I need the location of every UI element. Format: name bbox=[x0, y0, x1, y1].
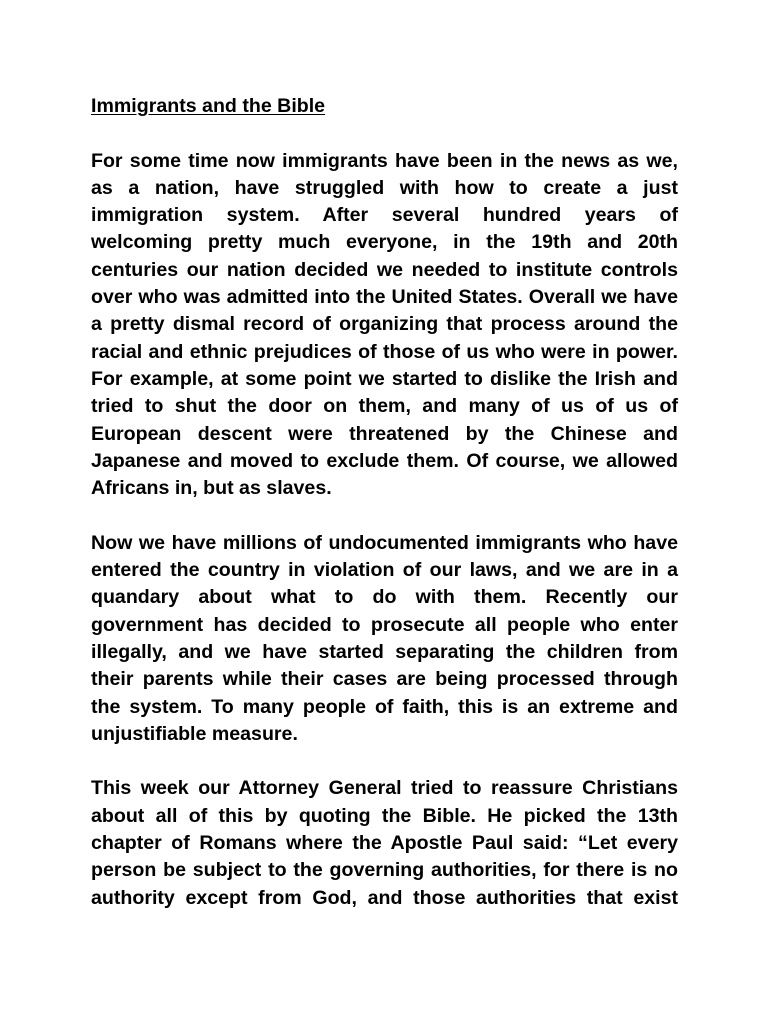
text-line: Africans in, but as slaves. bbox=[91, 477, 332, 500]
text-line: unjustifiable measure. bbox=[91, 722, 298, 745]
text-line: the system. To many people of faith, this is an extreme and bbox=[91, 695, 678, 718]
paragraph-1 bbox=[91, 148, 678, 503]
text-line: entered the country in violation of our laws, and we are in a bbox=[91, 559, 678, 582]
text-line: This week our Attorney General tried to reassure Christians bbox=[91, 777, 678, 800]
text-line: as a nation, have struggled with how to create a just bbox=[91, 176, 678, 199]
text-line: European descent were threatened by the Chinese and bbox=[91, 422, 678, 445]
text-line: chapter of Romans where the Apostle Paul said: “Let every bbox=[91, 832, 678, 855]
text-line: tried to shut the door on them, and many of us of us of bbox=[91, 395, 678, 418]
text-line: a pretty dismal record of organizing that process around the bbox=[91, 313, 678, 336]
text-line: Japanese and moved to exclude them. Of course, we allowed bbox=[91, 449, 678, 472]
text-line: welcoming pretty much everyone, in the 19th and 20th bbox=[91, 231, 678, 254]
text-line: centuries our nation decided we needed to institute controls bbox=[91, 258, 678, 281]
text-line: illegally, and we have started separating the children from bbox=[91, 640, 678, 663]
text-line: their parents while their cases are being processed through bbox=[91, 668, 678, 691]
text-line: racial and ethnic prejudices of those of us who were in power. bbox=[91, 340, 678, 363]
text-line: immigration system. After several hundred years of bbox=[91, 204, 678, 227]
text-line: person be subject to the governing authorities, for there is no bbox=[91, 859, 678, 882]
paragraph-3 bbox=[91, 775, 678, 911]
text-line: authority except from God, and those authorities that exist bbox=[91, 886, 678, 909]
text-line: over who was admitted into the United States. Overall we have bbox=[91, 286, 678, 309]
text-line: quandary about what to do with them. Recently our bbox=[91, 586, 678, 609]
paragraph-2 bbox=[91, 530, 678, 748]
text-line: For example, at some point we started to dislike the Irish and bbox=[91, 367, 678, 390]
document-body bbox=[91, 93, 678, 939]
text-line: For some time now immigrants have been in the news as we, bbox=[91, 149, 678, 172]
text-line: government has decided to prosecute all people who enter bbox=[91, 613, 678, 636]
text-line: Now we have millions of undocumented immigrants who have bbox=[91, 531, 678, 554]
text-line: about all of this by quoting the Bible. He picked the 13th bbox=[91, 804, 678, 827]
document-title: Immigrants and the Bible bbox=[91, 95, 326, 117]
